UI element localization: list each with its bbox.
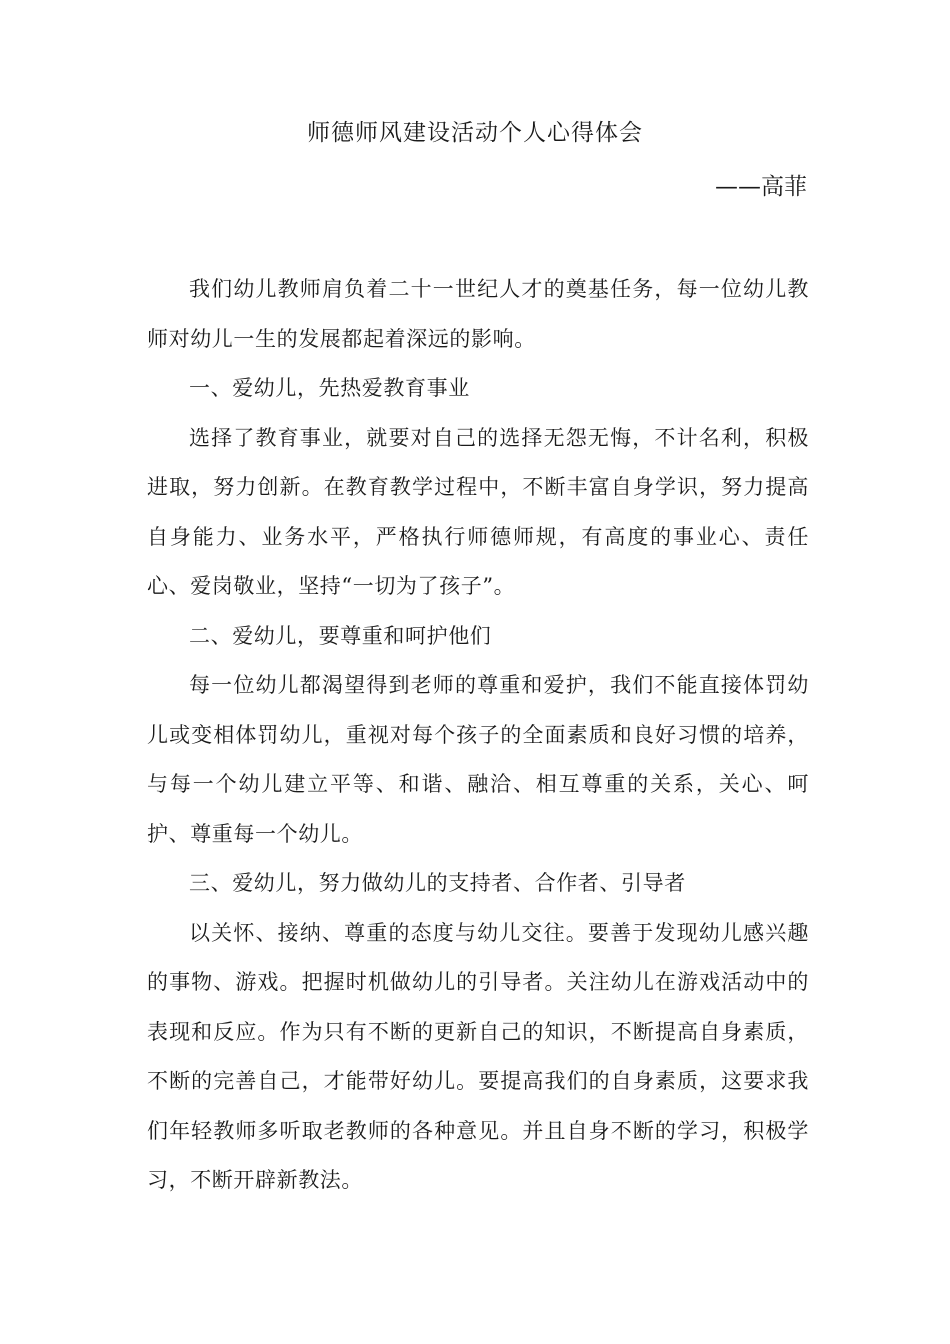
intro-paragraph: 我们幼儿教师肩负着二十一世纪人才的奠基任务，每一位幼儿教师对幼儿一生的发展都起着深远的影响。 — [147, 277, 809, 351]
section-paragraph-3: 以关怀、接纳、尊重的态度与幼儿交往。要善于发现幼儿感兴趣的事物、游戏。把握时机做幼儿的引导者。关注幼儿在游戏活动中的表现和反应。作为只有不断的更新自己的知识，不断提高自身素质，不断的完善自己，才能带好幼儿。要提高我们的自身素质，这要求我们年轻教师多听取老教师的各种意见。并且自身不断的学习，积极学习，不断开辟新教法。 — [147, 920, 809, 1192]
section-heading-2: 二、爱幼儿，要尊重和呵护他们 — [189, 623, 492, 648]
document-body — [147, 265, 809, 1206]
section-paragraph-1: 选择了教育事业，就要对自己的选择无怨无悔，不计名利，积极进取，努力创新。在教育教学过程中，不断丰富自身学识，努力提高自身能力、业务水平，严格执行师德师规，有高度的事业心、责任心、爱岗敬业，坚持“一切为了孩子”。 — [147, 425, 809, 598]
section-paragraph-2: 每一位幼儿都渴望得到老师的尊重和爱护，我们不能直接体罚幼儿或变相体罚幼儿，重视对每个孩子的全面素质和良好习惯的培养，与每一个幼儿建立平等、和谐、融洽、相互尊重的关系，关心、呵护、尊重每一个幼儿。 — [147, 673, 809, 846]
document-author: ——高菲 — [715, 174, 807, 200]
section-heading-1: 一、爱幼儿，先热爱教育事业 — [189, 376, 470, 400]
document-title: 师德师风建设活动个人心得体会 — [307, 120, 643, 146]
section-heading-3: 三、爱幼儿，努力做幼儿的支持者、合作者、引导者 — [189, 871, 686, 895]
